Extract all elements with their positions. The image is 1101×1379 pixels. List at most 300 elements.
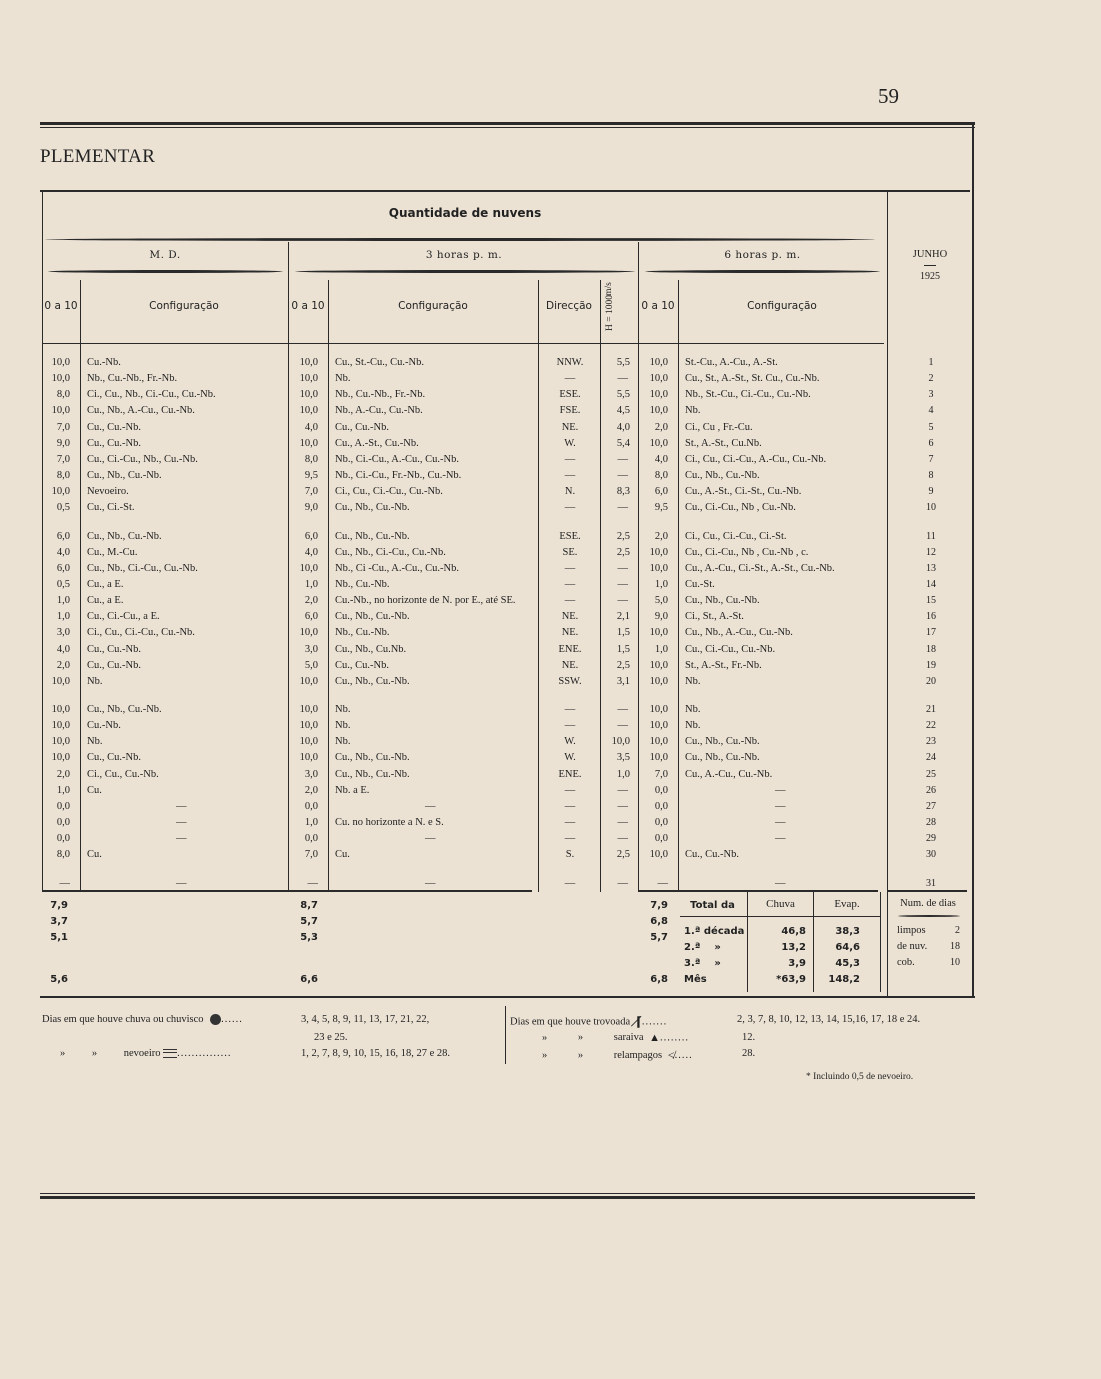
p3-config: Cu.-Nb., no horizonte de N. por E., até SE. <box>335 595 516 607</box>
p3-direction: N. <box>564 486 576 498</box>
p3-quantity: 10,0 <box>299 437 318 449</box>
md-quantity: 10,0 <box>51 675 70 687</box>
md-config: Cu., Cu.-Nb. <box>87 421 141 433</box>
thunder-days: 2, 3, 7, 8, 10, 12, 13, 14, 15,16, 17, 18 e 24. <box>737 1014 921 1025</box>
p6-config: St., A.-St., Fr.-Nb. <box>685 659 762 671</box>
day-number: 19 <box>926 659 936 671</box>
md-quantity: 10,0 <box>51 720 70 732</box>
day-number: 13 <box>926 562 936 574</box>
p3-direction: ENE. <box>558 768 582 780</box>
p3-quantity: 10,0 <box>299 720 318 732</box>
p3-config: Cu., Nb., Ci.-Cu., Cu.-Nb. <box>335 546 446 558</box>
md-config: Cu.-Nb. <box>87 357 121 368</box>
p3-quantity: 6,0 <box>304 530 318 542</box>
day-number: 3 <box>928 389 934 401</box>
ditto-mark: » <box>577 1049 584 1061</box>
p3-direction: W. <box>564 437 576 449</box>
p3-quantity: 8,0 <box>304 453 318 465</box>
table-row <box>0 611 1101 627</box>
footer-rain: Dias em que houve chuva ou chuvisco ...... <box>42 1014 243 1025</box>
table-row <box>0 676 1101 692</box>
p6-config: Ci., St., A.-St. <box>685 611 744 623</box>
md-config: Cu., Cu.-Nb. <box>87 643 141 655</box>
p3-quantity: 10,0 <box>299 373 318 385</box>
p6-quantity: 10,0 <box>649 373 668 385</box>
md-quantity: 0,0 <box>56 817 70 829</box>
md-quantity: 10,0 <box>51 373 70 385</box>
p3-direction: W. <box>564 736 576 748</box>
p3-speed: — <box>617 453 628 465</box>
md-average: 3,7 <box>50 916 68 927</box>
md-config: Cu., a E. <box>87 578 124 590</box>
day-number: 15 <box>926 595 936 607</box>
lightning-icon: ≮ <box>667 1048 675 1062</box>
table-row <box>0 595 1101 611</box>
p3-quantity: 7,0 <box>304 849 318 861</box>
totals-evap-header: Evap. <box>834 898 860 910</box>
p6-quantity: 0,0 <box>654 784 668 796</box>
md-quantity: 0,5 <box>56 578 70 590</box>
p6-quantity: 1,0 <box>654 578 668 590</box>
p3-config: Nb., Cu.-Nb., Fr.-Nb. <box>335 389 426 401</box>
p3-config: Nb., Cu.-Nb. <box>335 578 390 590</box>
p3-quantity: 7,0 <box>304 486 318 498</box>
totals-evap-value: 148,2 <box>828 974 860 985</box>
table-row <box>0 563 1101 579</box>
md-quantity: 2,0 <box>56 659 70 671</box>
p3-speed: — <box>617 877 628 889</box>
day-number: 18 <box>926 643 936 655</box>
p3-speed: 4,0 <box>616 421 630 433</box>
p3-direction: — <box>564 800 576 812</box>
colhead-md-config: Configuração <box>149 300 219 312</box>
p6-quantity: 7,0 <box>654 768 668 780</box>
p3-config: Nb., Cu.-Nb. <box>335 627 390 639</box>
p6-quantity: 2,0 <box>654 530 668 542</box>
p3-config: Cu., Nb., Cu.-Nb. <box>335 768 410 780</box>
colhead-3pm-config: Configuração <box>398 300 468 312</box>
p3-quantity: 10,0 <box>299 405 318 417</box>
p3-direction: — <box>564 502 576 514</box>
p6-quantity: 10,0 <box>649 546 668 558</box>
table-row <box>0 720 1101 736</box>
md-config: Cu., a E. <box>87 595 124 607</box>
day-number: 11 <box>926 530 936 542</box>
p3-config: — <box>425 833 436 845</box>
p6-config: Nb. <box>685 720 701 732</box>
top-rule <box>40 122 975 125</box>
day-number: 27 <box>926 800 936 812</box>
p3-direction: — <box>564 704 576 715</box>
p3-config: Nb., Ci.-Cu., A.-Cu., Cu.-Nb. <box>335 453 459 465</box>
p3-speed: — <box>617 720 628 732</box>
day-number: 26 <box>926 784 936 796</box>
totals-label: 1.ª década <box>684 926 745 937</box>
p3-config: Cu., A.-St., Cu.-Nb. <box>335 437 419 449</box>
md-config: — <box>176 833 187 845</box>
md-config: Cu. <box>87 784 102 796</box>
p6-config: Cu.-St. <box>685 578 715 590</box>
day-number: 1 <box>928 357 934 368</box>
md-quantity: 8,0 <box>56 470 70 482</box>
p6-quantity: 10,0 <box>649 405 668 417</box>
colhead-3pm-scale: 0 a 10 <box>291 300 325 312</box>
day-number: 21 <box>926 704 936 715</box>
p3-config: Cu., Nb., Cu.-Nb. <box>335 752 410 764</box>
day-number: 10 <box>926 502 936 514</box>
num-dias-label: limpos <box>897 925 926 936</box>
footer-hail: » » saraiva ▲........ <box>542 1032 689 1044</box>
md-average: 5,6 <box>50 974 68 985</box>
p3-direction: ESE. <box>559 530 581 542</box>
table-row <box>0 486 1101 502</box>
p3-config: Cu., Cu.-Nb. <box>335 659 389 671</box>
totals-divider-2 <box>880 892 881 992</box>
footer-divider <box>505 1006 506 1064</box>
totals-evap-value: 64,6 <box>835 942 860 953</box>
md-quantity: 4,0 <box>56 546 70 558</box>
p6-config: Cu., Nb., Cu.-Nb. <box>685 752 760 764</box>
p3-direction: — <box>564 578 576 590</box>
p3-direction: — <box>564 470 576 482</box>
fog-days: 1, 2, 7, 8, 9, 10, 15, 16, 18, 27 e 28. <box>301 1048 451 1059</box>
md-config: Cu. <box>87 849 102 861</box>
md-quantity: 7,0 <box>56 421 70 433</box>
p3-speed: 2,5 <box>616 659 630 671</box>
totals-label: 3.ª » <box>684 958 721 969</box>
average-rule-days <box>887 890 967 892</box>
md-average: 7,9 <box>50 900 68 911</box>
md-quantity: 10,0 <box>51 486 70 498</box>
hail-days: 12. <box>742 1032 756 1043</box>
p3-config: Cu., Nb., Cu.-Nb. <box>335 502 410 514</box>
p6-config: Ci., Cu., Ci.-Cu., A.-Cu., Cu.-Nb. <box>685 453 827 465</box>
p6-average: 6,8 <box>650 916 668 927</box>
colhead-6pm-scale: 0 a 10 <box>641 300 675 312</box>
table-row <box>0 373 1101 389</box>
md-config: Cu., Nb., A.-Cu., Cu.-Nb. <box>87 405 195 417</box>
p6-quantity: 10,0 <box>649 752 668 764</box>
day-number: 12 <box>926 546 936 558</box>
p3-speed: — <box>617 470 628 482</box>
table-row <box>0 389 1101 405</box>
p3-config: Nb., Ci -Cu., A.-Cu., Cu.-Nb. <box>335 562 459 574</box>
md-config: — <box>176 817 187 829</box>
p3-config: — <box>425 877 436 889</box>
lightning-days: 28. <box>742 1048 756 1059</box>
md-quantity: 8,0 <box>56 389 70 401</box>
ditto-mark: » <box>60 1048 66 1059</box>
p6-config: Nb. <box>685 675 701 687</box>
p6-config: Cu., Nb., Cu.-Nb. <box>685 595 760 607</box>
p6-quantity: 10,0 <box>649 562 668 574</box>
md-config: Nb., Cu.-Nb., Fr.-Nb. <box>87 373 178 385</box>
p3-quantity: — <box>307 877 318 889</box>
p3-direction: — <box>564 877 576 889</box>
md-quantity: — <box>59 877 70 889</box>
table-row <box>0 704 1101 720</box>
md-config: Cu., Cu.-Nb. <box>87 752 141 764</box>
table-row <box>0 502 1101 518</box>
md-config: Cu., Cu.-Nb. <box>87 437 141 449</box>
footer-fog: » » nevoeiro ............... <box>60 1048 232 1059</box>
month-underline <box>924 265 936 266</box>
p6-quantity: 0,0 <box>654 833 668 845</box>
p3-direction: NE. <box>561 659 579 671</box>
p3-quantity: 0,0 <box>304 800 318 812</box>
p3-config: Cu., St.-Cu., Cu.-Nb. <box>335 357 424 368</box>
day-number: 9 <box>928 486 934 498</box>
md-quantity: 0,0 <box>56 833 70 845</box>
table-row <box>0 438 1101 454</box>
md-quantity: 1,0 <box>56 611 70 623</box>
day-number: 14 <box>926 578 936 590</box>
p3-speed: 2,5 <box>616 530 630 542</box>
table-row <box>0 454 1101 470</box>
day-number: 25 <box>926 768 936 780</box>
p3-config: Cu., Nb., Cu.-Nb. <box>335 611 410 623</box>
p3-speed: — <box>617 595 628 607</box>
page-number: 59 <box>878 84 899 108</box>
p3-speed: 4,5 <box>616 405 630 417</box>
md-config: — <box>176 800 187 812</box>
p3-speed: 2,5 <box>616 849 630 861</box>
totals-header-rule <box>680 916 880 917</box>
height-label: H = 1000 <box>604 295 615 331</box>
p3-direction: ENE. <box>558 643 582 655</box>
totals-chuva-value: *63,9 <box>776 974 806 985</box>
day-number: 17 <box>926 627 936 639</box>
md-config: Nevoeiro. <box>87 486 129 498</box>
p6-quantity: 10,0 <box>649 849 668 861</box>
p3-direction: — <box>564 595 576 607</box>
day-number: 24 <box>926 752 936 764</box>
p6-config: Cu., Ci.-Cu., Nb , Cu.-Nb , c. <box>685 546 809 558</box>
p6-config: — <box>775 833 786 845</box>
p6-quantity: 10,0 <box>649 357 668 368</box>
p6-quantity: 0,0 <box>654 817 668 829</box>
p3-speed: — <box>617 784 628 796</box>
day-number: 8 <box>928 470 934 482</box>
md-config: Cu., M.-Cu. <box>87 546 138 558</box>
table-row <box>0 817 1101 833</box>
section-6pm-title: 6 horas p. m. <box>724 249 801 261</box>
p3-direction: W. <box>564 752 576 764</box>
p3-speed: 3,1 <box>616 675 630 687</box>
p3-speed: 8,3 <box>616 486 630 498</box>
p3-speed: — <box>617 562 628 574</box>
totals-label: Mês <box>684 974 707 985</box>
md-quantity: 10,0 <box>51 736 70 748</box>
p3-quantity: 1,0 <box>304 578 318 590</box>
p6-config: Nb., St.-Cu., Ci.-Cu., Cu.-Nb. <box>685 389 811 401</box>
ditto-mark: » <box>577 1032 584 1044</box>
day-number: 20 <box>926 675 936 687</box>
footnote: * Incluindo 0,5 de nevoeiro. <box>806 1072 914 1082</box>
p3-quantity: 3,0 <box>304 643 318 655</box>
p3-direction: FSE. <box>559 405 581 417</box>
table-row <box>0 769 1101 785</box>
md-config: Cu., Ci.-Cu., Nb., Cu.-Nb. <box>87 453 198 465</box>
average-rule-left <box>42 890 532 892</box>
md-config: Cu., Ci.-Cu., a E. <box>87 611 160 623</box>
md-quantity: 10,0 <box>51 357 70 368</box>
p6-config: — <box>775 784 786 796</box>
header-bottom-rule <box>42 343 884 344</box>
p3-direction: NNW. <box>556 357 584 368</box>
footer-thunder: Dias em que houve trovoada ⌈̸....... <box>510 1014 668 1029</box>
table-row <box>0 579 1101 595</box>
totals-label: 2.ª » <box>684 942 721 953</box>
table-row <box>0 833 1101 849</box>
p3-speed: 10,0 <box>611 736 630 748</box>
totals-chuva-value: 3,9 <box>788 958 806 969</box>
p3-config: Nb. <box>335 373 351 385</box>
md-quantity: 4,0 <box>56 643 70 655</box>
p3-config: Cu. no horizonte a N. e S. <box>335 817 444 829</box>
p3-speed: 1,0 <box>616 768 630 780</box>
p6-quantity: — <box>657 877 668 889</box>
colhead-direction: Direcção <box>546 300 592 312</box>
p3-speed: — <box>617 502 628 514</box>
table-row <box>0 422 1101 438</box>
md-config: Nb. <box>87 675 103 687</box>
day-number: 2 <box>928 373 934 385</box>
p6-config: Ci., Cu., Ci.-Cu., Ci.-St. <box>685 530 787 542</box>
p6-quantity: 10,0 <box>649 437 668 449</box>
md-quantity: 3,0 <box>56 627 70 639</box>
table-top-rule <box>40 190 970 192</box>
p3-quantity: 4,0 <box>304 546 318 558</box>
p3-direction: SE. <box>562 546 578 558</box>
md-quantity: 10,0 <box>51 752 70 764</box>
p3-speed: — <box>617 704 628 715</box>
bottom-rule <box>40 1196 975 1199</box>
colhead-md-scale: 0 a 10 <box>44 300 78 312</box>
totals-evap-value: 38,3 <box>835 926 860 937</box>
speed-unit: m/s <box>603 282 614 296</box>
table-bottom-rule <box>40 996 975 998</box>
p3-speed: — <box>617 817 628 829</box>
p3-direction: NE. <box>561 611 579 623</box>
p3-direction: — <box>564 720 576 732</box>
md-average: 5,1 <box>50 932 68 943</box>
num-dias-label: cob. <box>897 957 915 968</box>
md-config: Cu., Nb., Ci.-Cu., Cu.-Nb. <box>87 562 198 574</box>
p3-average: 5,7 <box>300 916 318 927</box>
day-number: 28 <box>926 817 936 829</box>
p3-speed: — <box>617 373 628 385</box>
day-number: 7 <box>928 453 934 465</box>
md-config: Cu.-Nb. <box>87 720 121 732</box>
num-dias-value: 2 <box>955 925 960 936</box>
hail-label: saraiva <box>613 1032 644 1044</box>
p3-config: Nb., Ci.-Cu., Fr.-Nb., Cu.-Nb. <box>335 470 462 482</box>
p6-config: Cu., A.-St., Ci.-St., Cu.-Nb. <box>685 486 802 498</box>
p3-direction: — <box>564 453 576 465</box>
p6-config: — <box>775 800 786 812</box>
p3-quantity: 10,0 <box>299 389 318 401</box>
md-quantity: 0,0 <box>56 800 70 812</box>
lightning-label: relampagos <box>613 1049 663 1061</box>
title-swoosh <box>45 238 875 241</box>
p3-speed: — <box>617 578 628 590</box>
p6-average: 5,7 <box>650 932 668 943</box>
main-title: Quantidade de nuvens <box>388 206 542 220</box>
p3-direction: ESE. <box>559 389 581 401</box>
md-config: Cu., Cu.-Nb. <box>87 659 141 671</box>
num-dias-value: 10 <box>950 957 960 968</box>
p6-config: Cu., St., A.-St., St. Cu., Cu.-Nb. <box>685 373 820 385</box>
p6-quantity: 2,0 <box>654 421 668 433</box>
table-row <box>0 752 1101 768</box>
fog-icon <box>163 1049 177 1058</box>
p3-speed: 2,1 <box>616 611 630 623</box>
p3-config: Cu., Nb., Cu.-Nb. <box>335 675 410 687</box>
day-number: 31 <box>926 877 936 889</box>
p6-config: Cu., Ci.-Cu., Nb , Cu.-Nb. <box>685 502 796 514</box>
section-md-title: M. D. <box>149 249 181 261</box>
p6-quantity: 10,0 <box>649 675 668 687</box>
p6-config: — <box>775 877 786 889</box>
p6-config: Nb. <box>685 405 701 417</box>
fog-label: nevoeiro <box>123 1048 161 1059</box>
p6-config: Ci., Cu , Fr.-Cu. <box>685 421 753 433</box>
left-border-top <box>42 192 43 242</box>
p3-speed: — <box>617 800 628 812</box>
p6-quantity: 4,0 <box>654 453 668 465</box>
totals-evap-value: 45,3 <box>835 958 860 969</box>
totals-header: Total da <box>690 900 735 911</box>
p3-direction: NE. <box>561 627 579 639</box>
p3-speed: 3,5 <box>616 752 630 764</box>
p3-quantity: 10,0 <box>299 562 318 574</box>
ditto-mark: » <box>91 1048 98 1059</box>
p3-speed: 1,5 <box>616 627 630 639</box>
p6-average: 6,8 <box>650 974 668 985</box>
p3-quantity: 1,0 <box>304 817 318 829</box>
p3-direction: — <box>564 833 576 845</box>
p6-quantity: 10,0 <box>649 389 668 401</box>
p3-direction: — <box>564 817 576 829</box>
p6-quantity: 8,0 <box>654 470 668 482</box>
num-dias-swoosh <box>898 915 960 917</box>
p6-quantity: 9,0 <box>654 611 668 623</box>
p3-quantity: 4,0 <box>304 421 318 433</box>
p6-quantity: 10,0 <box>649 720 668 732</box>
p3-average: 6,6 <box>300 974 318 985</box>
section-6pm-swoosh <box>645 270 880 273</box>
average-rule-right <box>638 890 878 892</box>
thunder-icon: ⌈̸ <box>635 1014 642 1029</box>
md-quantity: 6,0 <box>56 530 70 542</box>
p3-quantity: 3,0 <box>304 768 318 780</box>
p3-quantity: 9,0 <box>304 502 318 514</box>
table-row <box>0 785 1101 801</box>
p3-average: 5,3 <box>300 932 318 943</box>
p3-quantity: 10,0 <box>299 752 318 764</box>
md-quantity: 8,0 <box>56 849 70 861</box>
p3-speed: 1,5 <box>616 643 630 655</box>
md-config: Cu., Nb., Cu.-Nb. <box>87 704 162 715</box>
year-label: 1925 <box>920 271 940 282</box>
md-quantity: 7,0 <box>56 453 70 465</box>
md-quantity: 1,0 <box>56 595 70 607</box>
md-quantity: 0,5 <box>56 502 70 514</box>
p6-config: St., A.-St., Cu.Nb. <box>685 437 762 449</box>
p3-direction: NE. <box>561 421 579 433</box>
table-row <box>0 470 1101 486</box>
